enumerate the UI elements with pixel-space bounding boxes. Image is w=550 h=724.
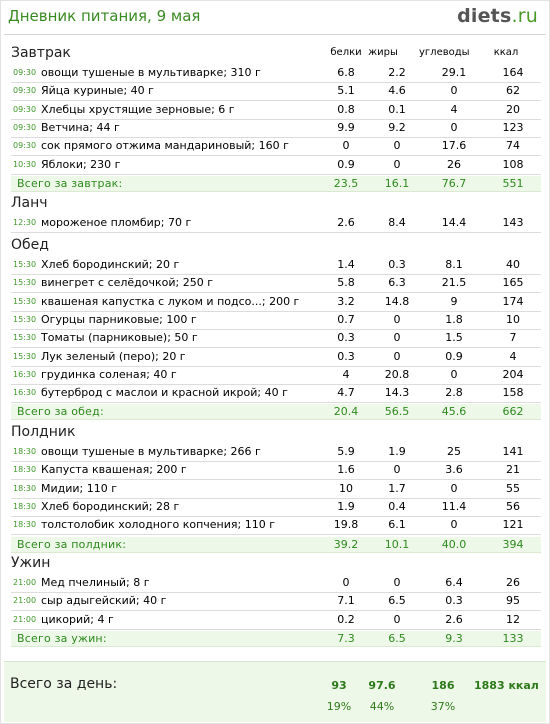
meal-total-row xyxy=(11,537,541,553)
food-row[interactable] xyxy=(11,101,541,120)
meal-total-label: Всего за обед: xyxy=(17,405,104,419)
food-time: 15:30 xyxy=(13,314,37,324)
food-row[interactable] xyxy=(11,574,541,593)
food-fat: 1.9 xyxy=(388,445,406,458)
food-carbs: 1.5 xyxy=(445,331,463,345)
meal-total-protein: 39.2 xyxy=(333,537,359,551)
food-carbs: 0 xyxy=(450,120,458,134)
day-total-kcal: 1883 ккал xyxy=(474,679,539,692)
day-total-panel xyxy=(4,661,546,722)
food-protein: 0 xyxy=(342,139,350,153)
food-kcal: 7 xyxy=(509,331,517,345)
food-fat: 0 xyxy=(393,612,401,626)
food-kcal: 12 xyxy=(506,612,520,626)
food-fat: 6.3 xyxy=(388,276,406,290)
food-protein: 1.6 xyxy=(337,463,355,477)
food-row[interactable] xyxy=(11,366,541,385)
food-row[interactable] xyxy=(11,461,541,480)
meal-title: Ужин xyxy=(11,555,51,571)
food-time: 12:30 xyxy=(13,218,37,227)
food-name[interactable]: Лук зеленый (перо); 20 г xyxy=(41,349,186,363)
food-name[interactable]: Ветчина; 44 г xyxy=(41,120,120,134)
food-row[interactable] xyxy=(11,592,541,611)
food-protein: 0.7 xyxy=(337,312,355,326)
meal-total-label: Всего за полдник: xyxy=(17,537,127,551)
food-fat: 0 xyxy=(393,312,401,326)
food-time: 15:30 xyxy=(13,351,37,361)
food-name[interactable]: Мед пчелиный; 8 г xyxy=(41,576,150,589)
meal-total-carbs: 45.6 xyxy=(441,405,467,419)
food-fat: 0.1 xyxy=(388,102,406,116)
food-kcal: 74 xyxy=(506,139,520,153)
food-time: 18:30 xyxy=(13,520,37,530)
meal-title: Полдник xyxy=(11,424,76,440)
meal-total-kcal: 394 xyxy=(502,537,524,551)
food-carbs: 0.9 xyxy=(445,349,463,363)
food-fat: 6.5 xyxy=(388,594,406,608)
food-row[interactable] xyxy=(11,498,541,517)
page-title: Дневник питания, 9 мая xyxy=(8,7,201,25)
food-time: 15:30 xyxy=(13,278,37,288)
food-time: 09:30 xyxy=(13,141,37,151)
food-time: 16:30 xyxy=(13,369,37,379)
food-time: 09:30 xyxy=(13,86,37,96)
food-protein: 0.2 xyxy=(337,612,355,626)
day-total-label: Всего за день: xyxy=(10,676,118,692)
food-time: 16:30 xyxy=(13,388,37,398)
food-kcal: 108 xyxy=(502,157,524,171)
food-protein: 0.3 xyxy=(337,331,355,345)
food-protein: 4.7 xyxy=(337,386,355,400)
food-fat: 20.8 xyxy=(384,367,410,381)
logo-dot: . xyxy=(511,5,518,27)
food-kcal: 123 xyxy=(502,120,524,134)
food-kcal: 95 xyxy=(506,594,520,608)
food-kcal: 40 xyxy=(506,258,520,271)
food-row[interactable] xyxy=(11,256,541,275)
food-protein: 0.8 xyxy=(337,102,355,116)
food-kcal: 20 xyxy=(506,102,520,116)
food-row[interactable] xyxy=(11,311,541,330)
food-carbs: 21.5 xyxy=(441,276,467,290)
food-carbs: 4 xyxy=(450,102,458,116)
food-kcal: 121 xyxy=(502,518,524,532)
meal-total-row xyxy=(11,404,541,420)
food-protein: 19.8 xyxy=(333,518,359,532)
food-time: 18:30 xyxy=(13,483,37,493)
food-carbs: 25 xyxy=(447,445,461,458)
column-header-kcal: ккал xyxy=(493,47,519,58)
food-carbs: 8.1 xyxy=(445,258,463,271)
day-total-fat: 97.6 xyxy=(368,679,396,692)
food-time: 15:30 xyxy=(13,333,37,343)
food-time: 10:30 xyxy=(13,159,37,169)
food-row[interactable] xyxy=(11,82,541,101)
food-row[interactable] xyxy=(11,611,541,630)
meal-total-kcal: 662 xyxy=(502,405,524,419)
food-name[interactable]: Яблоки; 230 г xyxy=(41,157,121,171)
food-carbs: 0 xyxy=(450,481,458,495)
logo-main: diets xyxy=(457,5,512,27)
food-fat: 0 xyxy=(393,139,401,153)
food-fat: 1.7 xyxy=(388,481,406,495)
food-row[interactable] xyxy=(11,137,541,156)
food-time: 18:30 xyxy=(13,501,37,511)
day-total-carbs-pct: 37% xyxy=(430,700,456,713)
meal-total-row xyxy=(11,176,541,192)
column-header-fat: жиры xyxy=(368,47,398,58)
food-fat: 0.4 xyxy=(388,499,406,513)
food-name[interactable]: Мидии; 110 г xyxy=(41,481,118,495)
food-fat: 0 xyxy=(393,576,401,589)
meal-total-carbs: 9.3 xyxy=(445,631,463,645)
food-name[interactable]: сок прямого отжима мандариновый; 160 г xyxy=(41,139,289,153)
food-kcal: 26 xyxy=(506,576,520,589)
food-time: 18:30 xyxy=(13,447,37,456)
food-fat: 8.4 xyxy=(388,216,406,229)
food-carbs: 0 xyxy=(450,518,458,532)
column-header-carbs: углеводы xyxy=(419,47,470,58)
food-kcal: 4 xyxy=(509,349,517,363)
food-kcal: 10 xyxy=(506,312,520,326)
food-kcal: 141 xyxy=(502,445,524,458)
food-kcal: 164 xyxy=(502,66,524,79)
food-time: 09:30 xyxy=(13,104,37,114)
food-carbs: 0 xyxy=(450,367,458,381)
food-row[interactable] xyxy=(11,443,541,462)
food-fat: 0 xyxy=(393,463,401,477)
food-fat: 0 xyxy=(393,331,401,345)
meal-title: Ланч xyxy=(11,195,48,211)
column-header-protein: белки xyxy=(330,47,362,58)
food-time: 15:30 xyxy=(13,260,37,269)
food-time: 21:00 xyxy=(13,596,37,606)
day-total-protein: 93 xyxy=(331,679,347,692)
food-carbs: 2.6 xyxy=(445,612,463,626)
food-row[interactable] xyxy=(11,64,541,83)
meal-total-label: Всего за завтрак: xyxy=(17,176,123,190)
food-name[interactable]: Яйца куриные; 40 г xyxy=(41,84,154,98)
food-name[interactable]: винегрет с селёдочкой; 250 г xyxy=(41,276,214,290)
food-protein: 0.3 xyxy=(337,349,355,363)
food-time: 18:30 xyxy=(13,465,37,475)
food-protein: 1.9 xyxy=(337,499,355,513)
food-row[interactable] xyxy=(11,119,541,138)
food-row[interactable] xyxy=(11,293,541,312)
food-kcal: 158 xyxy=(502,386,524,400)
food-kcal: 143 xyxy=(502,216,524,229)
food-protein: 3.2 xyxy=(337,294,355,308)
food-row[interactable] xyxy=(11,384,541,403)
food-time: 21:00 xyxy=(13,614,37,624)
day-total-carbs: 186 xyxy=(431,679,455,692)
food-carbs: 11.4 xyxy=(441,499,467,513)
food-protein: 5.9 xyxy=(337,445,355,458)
food-row[interactable] xyxy=(11,214,541,233)
food-protein: 0 xyxy=(342,576,350,589)
food-fat: 14.8 xyxy=(384,294,410,308)
food-kcal: 56 xyxy=(506,499,520,513)
food-row[interactable] xyxy=(11,156,541,175)
meal-total-kcal: 133 xyxy=(502,631,524,645)
meal-title: Завтрак xyxy=(11,45,71,61)
food-fat: 4.6 xyxy=(388,84,406,98)
food-carbs: 14.4 xyxy=(441,216,467,229)
food-row[interactable] xyxy=(11,329,541,348)
food-carbs: 6.4 xyxy=(445,576,463,589)
food-time: 09:30 xyxy=(13,68,37,77)
food-name[interactable]: Хлеб бородинский; 28 г xyxy=(41,499,180,513)
food-carbs: 1.8 xyxy=(445,312,463,326)
meal-total-protein: 23.5 xyxy=(333,176,359,190)
logo-tld: ru xyxy=(517,5,538,27)
food-protein: 0.9 xyxy=(337,157,355,171)
food-fat: 0.3 xyxy=(388,258,406,271)
day-total-protein-pct: 19% xyxy=(326,700,352,713)
header-divider xyxy=(4,34,546,35)
food-fat: 9.2 xyxy=(388,120,406,134)
meal-total-fat: 10.1 xyxy=(384,537,410,551)
food-name[interactable]: Огурцы парниковые; 100 г xyxy=(41,312,197,326)
food-carbs: 3.6 xyxy=(445,463,463,477)
food-kcal: 21 xyxy=(506,463,520,477)
food-protein: 10 xyxy=(339,481,353,495)
food-name[interactable]: бутерброд с маслои и красной икрой; 40 г xyxy=(41,386,288,400)
food-name[interactable]: грудинка соленая; 40 г xyxy=(41,367,177,381)
food-name[interactable]: овощи тушеные в мультиварке; 266 г xyxy=(41,445,261,458)
site-logo[interactable] xyxy=(457,5,538,27)
food-protein: 6.8 xyxy=(337,66,355,79)
meal-total-protein: 7.3 xyxy=(337,631,355,645)
food-protein: 5.8 xyxy=(337,276,355,290)
meal-total-fat: 16.1 xyxy=(384,176,410,190)
food-fat: 0 xyxy=(393,157,401,171)
food-kcal: 62 xyxy=(506,84,520,98)
food-protein: 1.4 xyxy=(337,258,355,271)
food-name[interactable]: овощи тушеные в мультиварке; 310 г xyxy=(41,66,261,79)
day-total-fat-pct: 44% xyxy=(369,700,395,713)
food-fat: 0 xyxy=(393,349,401,363)
food-name[interactable]: сыр адыгейский; 40 г xyxy=(41,594,167,608)
meal-total-fat: 6.5 xyxy=(388,631,406,645)
meal-total-kcal: 551 xyxy=(502,176,524,190)
meal-title: Обед xyxy=(11,237,49,253)
food-protein: 5.1 xyxy=(337,84,355,98)
food-row[interactable] xyxy=(11,274,541,293)
food-protein: 4 xyxy=(342,367,350,381)
food-name[interactable]: квашеная капустка с луком и подсо...; 200 г xyxy=(41,294,300,308)
food-name[interactable]: Томаты (парниковые); 50 г xyxy=(41,331,198,345)
meal-total-label: Всего за ужин: xyxy=(17,631,107,645)
food-name[interactable]: толстолобик холодного копчения; 110 г xyxy=(41,518,275,532)
food-carbs: 17.6 xyxy=(441,139,467,153)
food-protein: 7.1 xyxy=(337,594,355,608)
food-name[interactable]: Хлебцы хрустящие зерновые; 6 г xyxy=(41,102,235,116)
meal-total-protein: 20.4 xyxy=(333,405,359,419)
food-kcal: 204 xyxy=(502,367,524,381)
food-carbs: 9 xyxy=(450,294,458,308)
meal-total-carbs: 40.0 xyxy=(441,537,467,551)
food-kcal: 55 xyxy=(506,481,520,495)
food-row[interactable] xyxy=(11,348,541,367)
food-protein: 9.9 xyxy=(337,120,355,134)
meal-total-row xyxy=(11,631,541,647)
food-carbs: 26 xyxy=(447,157,461,171)
food-kcal: 174 xyxy=(502,294,524,308)
food-time: 09:30 xyxy=(13,122,37,132)
food-fat: 14.3 xyxy=(384,386,410,400)
food-name[interactable]: цикорий; 4 г xyxy=(41,612,114,626)
food-protein: 2.6 xyxy=(337,216,355,229)
meal-total-fat: 56.5 xyxy=(384,405,410,419)
food-row[interactable] xyxy=(11,480,541,499)
food-name[interactable]: Хлеб бородинский; 20 г xyxy=(41,258,180,271)
food-carbs: 29.1 xyxy=(441,66,467,79)
food-carbs: 2.8 xyxy=(445,386,463,400)
food-fat: 6.1 xyxy=(388,518,406,532)
food-carbs: 0 xyxy=(450,84,458,98)
food-name[interactable]: Капуста квашеная; 200 г xyxy=(41,463,187,477)
food-carbs: 0.3 xyxy=(445,594,463,608)
meal-total-carbs: 76.7 xyxy=(441,176,467,190)
food-kcal: 165 xyxy=(502,276,524,290)
food-name[interactable]: мороженое пломбир; 70 г xyxy=(41,216,192,229)
food-time: 21:00 xyxy=(13,578,37,587)
food-fat: 2.2 xyxy=(388,66,406,79)
food-row[interactable] xyxy=(11,516,541,535)
food-time: 15:30 xyxy=(13,296,37,306)
